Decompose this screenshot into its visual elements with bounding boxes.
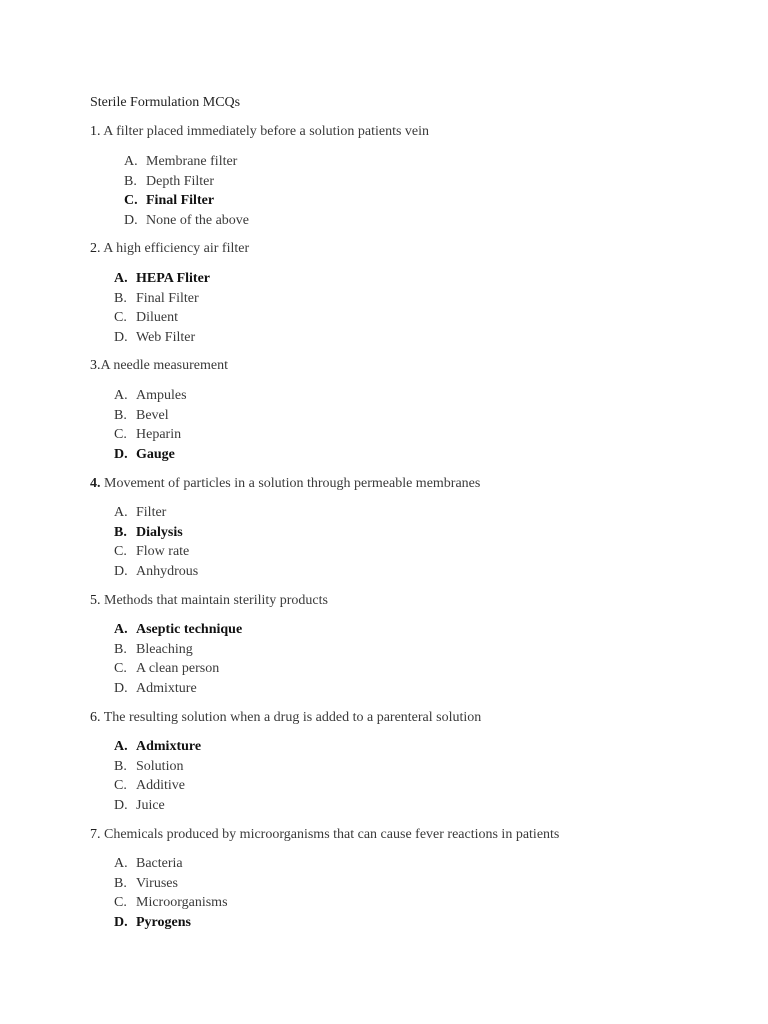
option-letter: B. [124, 173, 137, 189]
option-letter: D. [114, 329, 128, 345]
option-letter: B. [114, 407, 127, 423]
option-letter: A. [114, 739, 128, 754]
option-letter: D. [114, 563, 128, 579]
option-text: Additive [136, 778, 185, 793]
option-text: Aseptic technique [136, 622, 243, 637]
option-letter: A. [114, 622, 128, 637]
question-5 [90, 592, 328, 610]
question-2 [90, 240, 249, 258]
option-letter: C. [114, 544, 127, 559]
option-text: Bleaching [136, 641, 193, 657]
option-letter: A. [124, 154, 138, 169]
question-text: Chemicals produced by microorganisms that can cause fever reactions in patients [100, 827, 560, 842]
option-text: Membrane filter [146, 154, 238, 169]
question-text: A filter placed immediately before a solution patients vein [100, 124, 430, 139]
question-7 [90, 826, 559, 844]
option-letter: C. [114, 895, 127, 910]
option-letter: D. [114, 446, 128, 462]
option-text: Pyrogens [136, 914, 191, 930]
option-letter: B. [114, 290, 127, 306]
option-text: A clean person [136, 661, 220, 676]
question-number: 6. [90, 710, 101, 725]
option-letter: D. [114, 797, 128, 813]
question-number: 5. [90, 593, 101, 608]
question-number: 1. [90, 124, 101, 139]
option-text: Web Filter [136, 329, 196, 345]
option-letter: A. [114, 856, 128, 871]
option-text: HEPA Fliter [136, 271, 210, 286]
option-text: Anhydrous [136, 563, 199, 579]
question-6 [90, 709, 481, 727]
option-letter: A. [114, 271, 128, 286]
question-1 [90, 123, 429, 141]
question-number: 2. [90, 241, 101, 256]
option-text: Diluent [136, 310, 178, 325]
question-number: 3. [90, 358, 101, 373]
option-letter: B. [114, 875, 127, 891]
question-number: 7. [90, 827, 101, 842]
option-letter: A. [114, 505, 128, 520]
option-text: Flow rate [136, 544, 190, 559]
option-text: Admixture [136, 680, 197, 696]
question-number: 4. [90, 476, 101, 491]
question-4 [90, 475, 480, 493]
option-letter: B. [114, 758, 127, 774]
option-letter: C. [114, 310, 127, 325]
option-letter: B. [114, 524, 127, 540]
option-text: Admixture [136, 739, 202, 754]
option-text: Filter [136, 505, 167, 520]
option-text: Depth Filter [146, 173, 215, 189]
question-3 [90, 357, 228, 375]
option-text: Microorganisms [136, 895, 228, 910]
option-text: Final Filter [136, 290, 199, 306]
option-text: Bevel [136, 407, 169, 423]
option-text: Bacteria [136, 856, 183, 871]
option-text: Heparin [136, 427, 182, 442]
option-letter: B. [114, 641, 127, 657]
option-text: Solution [136, 758, 184, 774]
option-letter: C. [114, 427, 127, 442]
option-letter: C. [114, 661, 127, 676]
option-text: Juice [136, 797, 165, 813]
question-text: A high efficiency air filter [100, 241, 250, 256]
option-text: None of the above [146, 212, 250, 228]
question-text: A needle measurement [100, 358, 229, 373]
option-letter: D. [114, 914, 128, 930]
option-text: Dialysis [136, 524, 183, 540]
document-title: Sterile Formulation MCQs [90, 95, 241, 110]
question-text: The resulting solution when a drug is added to a parenteral solution [100, 710, 482, 725]
option-text: Ampules [136, 388, 187, 403]
option-letter: A. [114, 388, 128, 403]
option-text: Viruses [136, 875, 178, 891]
option-letter: D. [124, 212, 138, 228]
option-letter: C. [114, 778, 127, 793]
option-text: Final Filter [146, 193, 215, 208]
option-letter: C. [124, 193, 138, 208]
option-text: Gauge [136, 446, 175, 462]
option-letter: D. [114, 680, 128, 696]
question-text: Methods that maintain sterility products [100, 593, 328, 608]
question-text: Movement of particles in a solution through permeable membranes [100, 476, 481, 491]
